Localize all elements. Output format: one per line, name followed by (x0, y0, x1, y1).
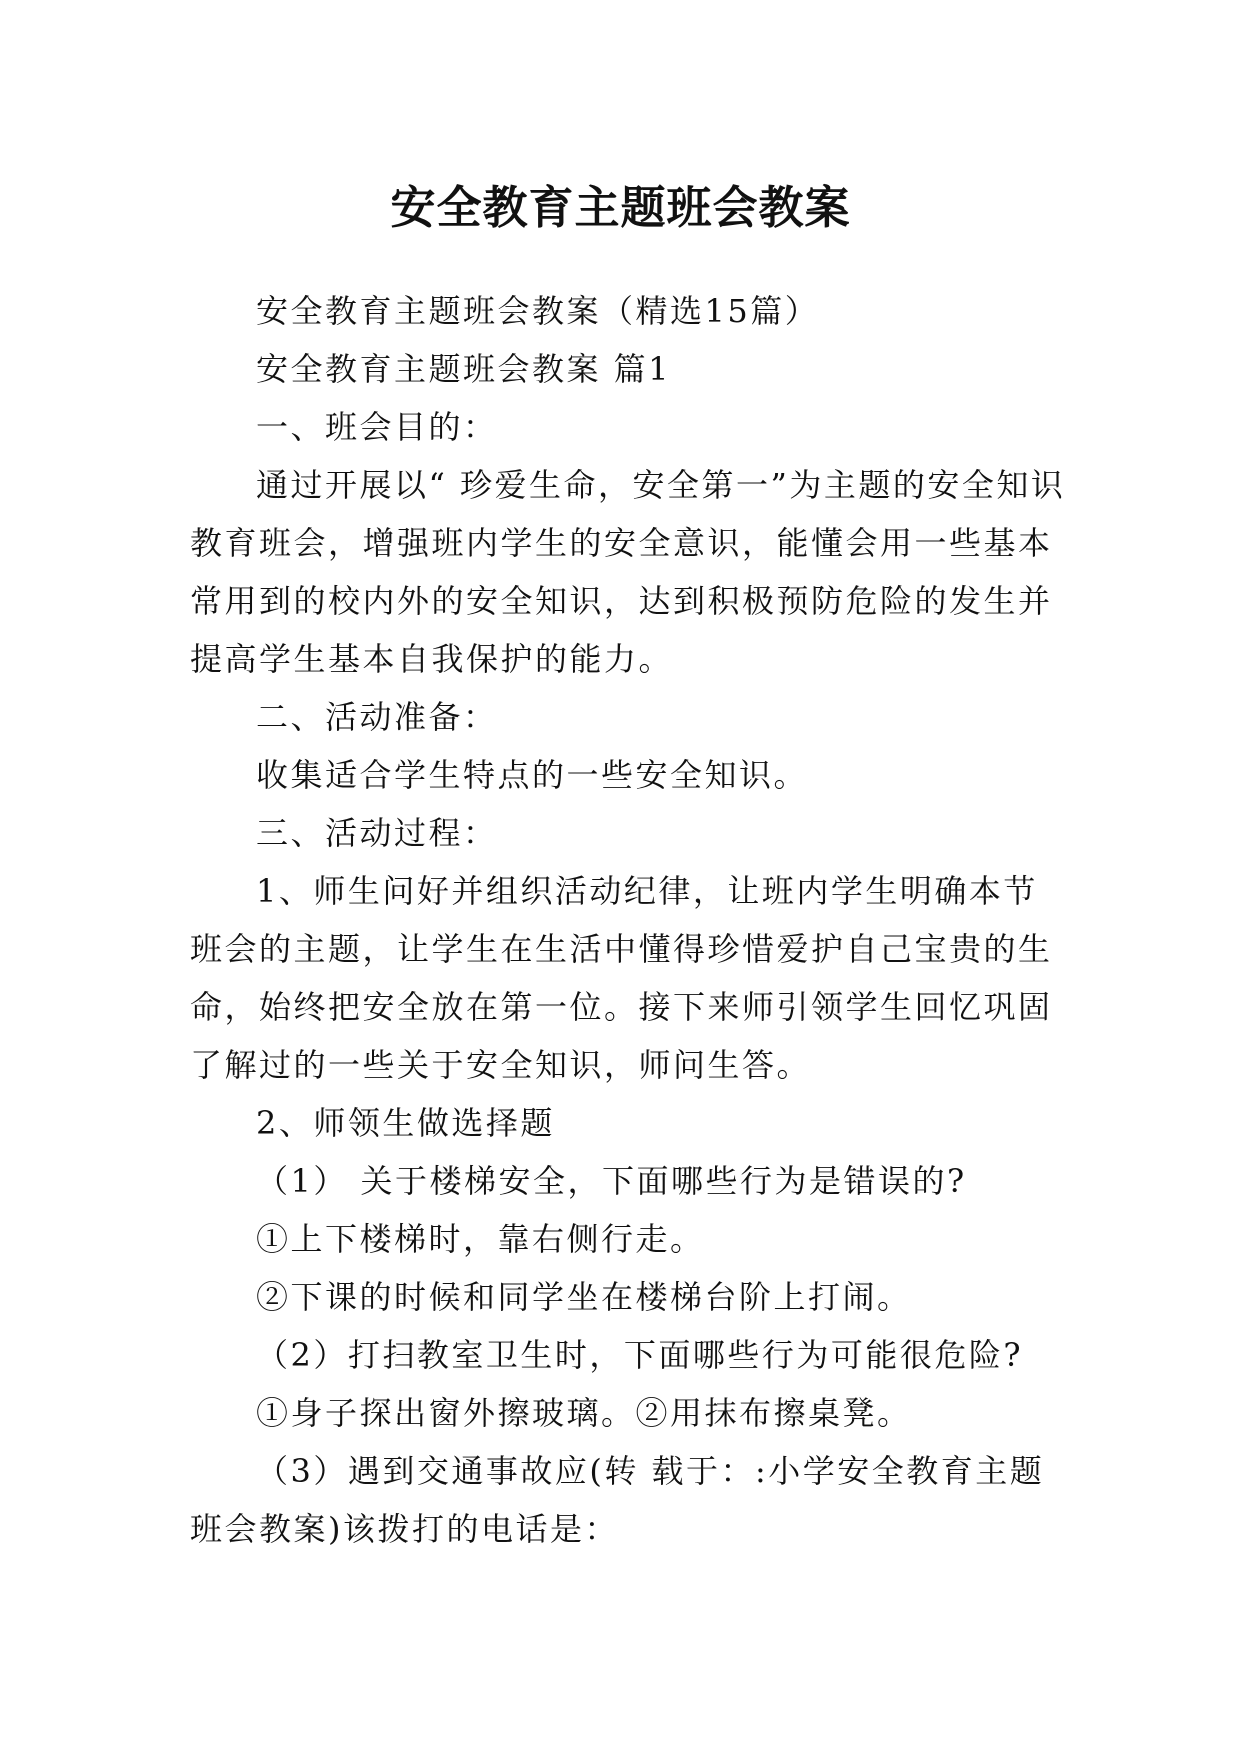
paragraph: 通过开展以“ 珍爱生命，安全第一”为主题的安全知识教育班会，增强班内学生的安全意识，能懂会用一些基本常用到的校内外的安全知识，达到积极预防危险的发生并提高学生基本自我保护的能力。 (190, 466, 1066, 678)
paragraph: 一、班会目的： (256, 408, 498, 446)
paragraph: 收集适合学生特点的一些安全知识。 (256, 756, 809, 794)
document-title: 安全教育主题班会教案 (390, 181, 851, 235)
paragraph: ①上下楼梯时，靠右侧行走。 (256, 1220, 705, 1258)
paragraph: （1） 关于楼梯安全，下面哪些行为是错误的? (256, 1162, 967, 1200)
paragraph: ②下课的时候和同学坐在楼梯台阶上打闹。 (256, 1278, 912, 1316)
paragraph: 安全教育主题班会教案（精选15篇） (256, 292, 820, 330)
paragraph: （3）遇到交通事故应(转 载于：:小学安全教育主题班会教案)该拨打的电话是： (190, 1452, 1045, 1548)
paragraph: 1、师生问好并组织活动纪律，让班内学生明确本节班会的主题，让学生在生活中懂得珍惜爱护自己宝贵的生命，始终把安全放在第一位。接下来师引领学生回忆巩固了解过的一些关于安全知识，师问生答。 (190, 872, 1053, 1084)
paragraph: （2）打扫教室卫生时，下面哪些行为可能很危险? (256, 1336, 1024, 1374)
document-body (190, 282, 1070, 1558)
paragraph: 二、活动准备： (256, 698, 498, 736)
paragraph: 2、师领生做选择题 (256, 1104, 555, 1142)
paragraph: 安全教育主题班会教案 篇1 (256, 350, 672, 388)
paragraph: ①身子探出窗外擦玻璃。②用抹布擦桌凳。 (256, 1394, 912, 1432)
paragraph: 三、活动过程： (256, 814, 498, 852)
